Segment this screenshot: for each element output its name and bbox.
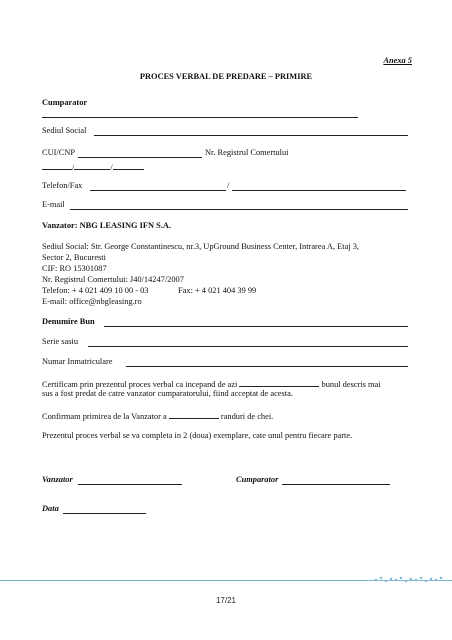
buyer-email-label: E-mail <box>42 200 65 209</box>
date-field[interactable] <box>63 513 146 514</box>
registration-field[interactable] <box>126 366 408 367</box>
buyer-office-field[interactable] <box>94 135 408 136</box>
goods-name-field[interactable] <box>104 326 408 327</box>
chassis-label: Serie sasiu <box>42 337 79 346</box>
keys-line <box>42 410 273 423</box>
chassis-field[interactable] <box>88 346 408 347</box>
date-label: Data <box>42 504 59 513</box>
seller-address-line2: Sector 2, Bucuresti <box>42 253 106 262</box>
certify-line2: sus a fost predat de catre vanzator cumparatorului, fiind acceptat de acesta. <box>42 389 293 398</box>
copies-statement: Prezentul proces verbal se va completa in 2 (doua) exemplare, cate unul pentru fiecare parte. <box>42 431 353 440</box>
seller-cif: CIF: RO 15301087 <box>42 264 107 273</box>
buyer-reg-field[interactable]: / / <box>42 161 144 174</box>
seller-signature-field[interactable] <box>78 484 182 485</box>
buyer-id-field[interactable] <box>78 157 202 158</box>
buyer-office-label: Sediul Social <box>42 126 87 135</box>
seller-fax: Fax: + 4 021 404 39 99 <box>178 286 257 295</box>
buyer-phone-field[interactable] <box>90 190 226 191</box>
buyer-signature-field[interactable] <box>282 484 390 485</box>
buyer-signature-label: Cumparator <box>236 475 279 484</box>
keys-text-part1: Confirmam primirea de la Vanzator a <box>42 412 167 421</box>
buyer-reg-label: Nr. Registrul Comertului <box>205 148 289 157</box>
handover-date-field[interactable] <box>239 378 319 387</box>
buyer-email-field[interactable] <box>70 209 408 210</box>
seller-reg: Nr. Registrul Comertului: J40/14247/2007 <box>42 275 184 284</box>
page-number: 17/21 <box>215 596 237 605</box>
keys-text-part2: randuri de chei. <box>220 412 274 421</box>
annex-label: Anexa 5 <box>383 56 412 65</box>
buyer-heading: Cumparator <box>42 98 88 107</box>
seller-heading: Vanzator: NBG LEASING IFN S.A. <box>42 221 172 230</box>
goods-name-label: Denumire Bun <box>42 317 95 326</box>
seller-signature-label: Vanzator <box>42 475 73 484</box>
footer-logo-dots <box>372 573 448 587</box>
certify-text-part1: Certificam prin prezentul proces verbal ca incepand de azi <box>42 380 238 389</box>
buyer-name-field[interactable] <box>42 117 358 118</box>
seller-phone: Telefon: + 4 021 409 10 00 - 03 <box>42 286 149 295</box>
slash-separator: / <box>227 181 230 190</box>
buyer-fax-field[interactable] <box>232 190 406 191</box>
registration-label: Numar Inmatriculare <box>42 357 113 366</box>
seller-email: E-mail: office@nbgleasing.ro <box>42 297 142 306</box>
seller-address-line1: Sediul Social: Str. George Constantinescu, nr.3, UpGround Business Center, Intrarea A, Etaj 3, <box>42 242 360 251</box>
buyer-id-label: CUI/CNP <box>42 148 76 157</box>
certify-text-part2: bunul descris mai <box>321 380 381 389</box>
buyer-phone-fax-label: Telefon/Fax <box>42 181 83 190</box>
document-title: PROCES VERBAL DE PREDARE – PRIMIRE <box>139 72 313 81</box>
keys-count-field[interactable] <box>169 410 219 419</box>
